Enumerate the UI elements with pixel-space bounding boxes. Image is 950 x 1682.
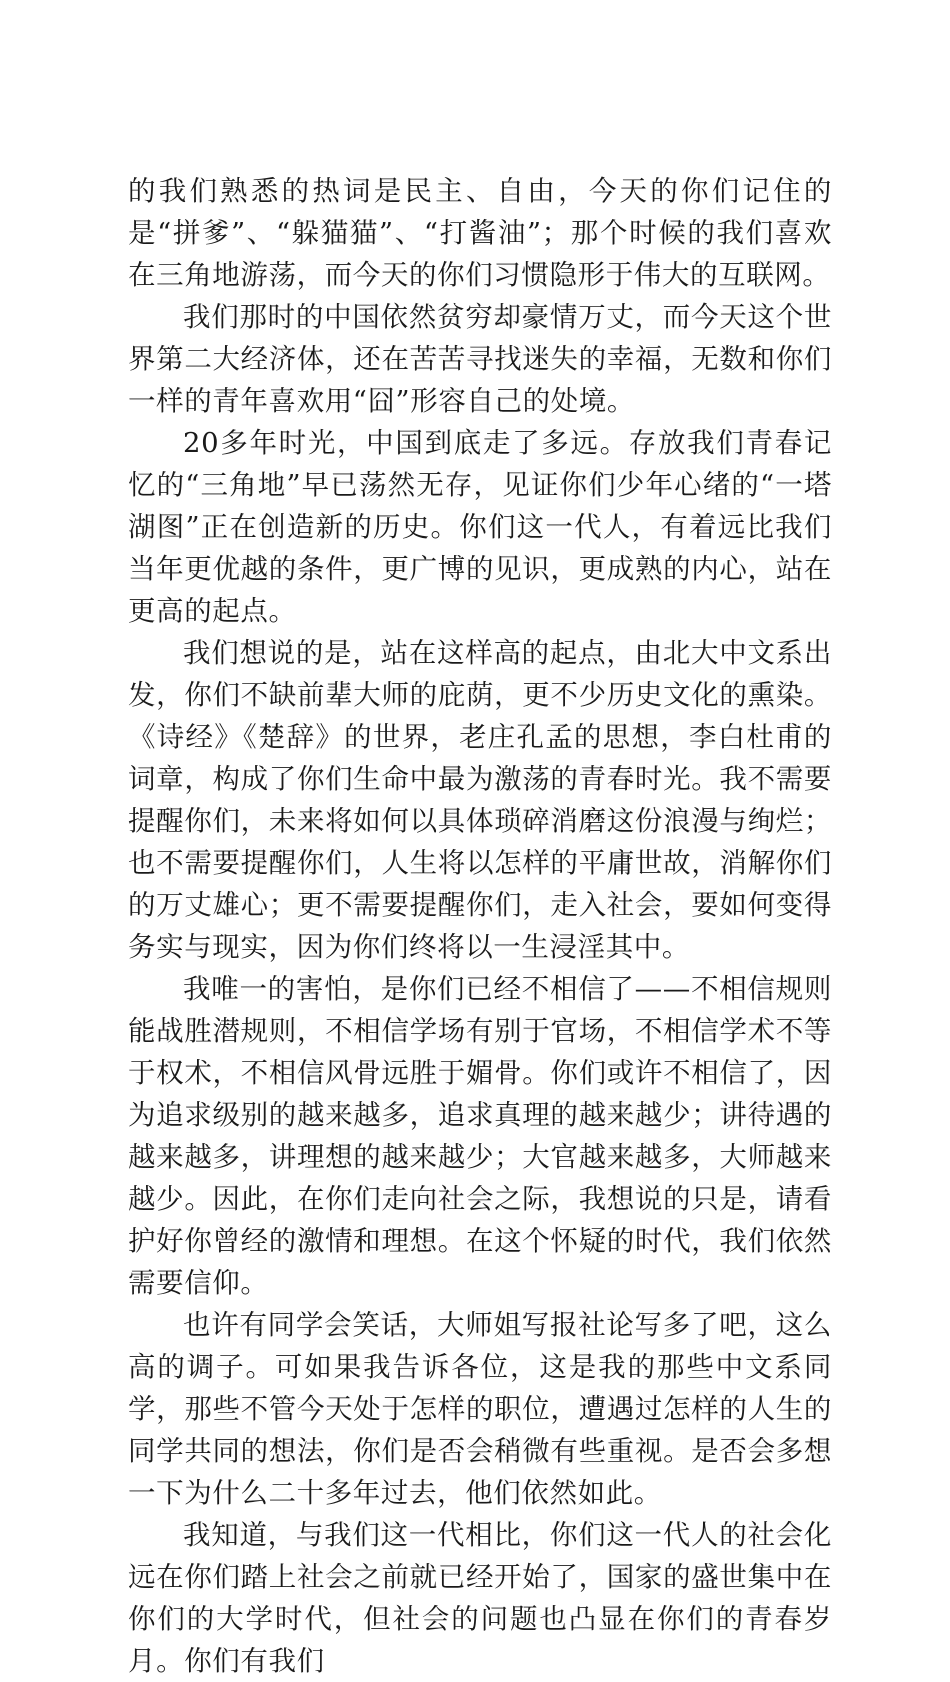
paragraph: 我唯一的害怕，是你们已经不相信了——不相信规则能战胜潜规则，不相信学场有别于官场，不相信学术不等于权术，不相信风骨远胜于媚骨。你们或许不相信了，因为追求级别的越来越多，追求真理的越来越少；讲待遇的越来越多，讲理想的越来越少；大官越来越多，大师越来越少。因此，在你们走向社会之际，我想说的只是，请看护好你曾经的激情和理想。在这个怀疑的时代，我们依然需要信仰。 [128, 973, 832, 1299]
paragraph: 我们那时的中国依然贫穷却豪情万丈，而今天这个世界第二大经济体，还在苦苦寻找迷失的幸福，无数和你们一样的青年喜欢用“囧”形容自己的处境。 [128, 301, 832, 417]
paragraph-continued: 的我们熟悉的热词是民主、自由，今天的你们记住的是“拼爹”、“躲猫猫”、“打酱油”；那个时候的我们喜欢在三角地游荡，而今天的你们习惯隐形于伟大的互联网。 [128, 175, 832, 291]
paragraph: 20多年时光，中国到底走了多远。存放我们青春记忆的“三角地”早已荡然无存，见证你们少年心绪的“一塔湖图”正在创造新的历史。你们这一代人，有着远比我们当年更优越的条件，更广博的见识，更成熟的内心，站在更高的起点。 [128, 427, 832, 627]
document-body [128, 170, 832, 1682]
paragraph: 我们想说的是，站在这样高的起点，由北大中文系出发，你们不缺前辈大师的庇荫，更不少历史文化的熏染。《诗经》《楚辞》的世界，老庄孔孟的思想，李白杜甫的词章，构成了你们生命中最为激荡的青春时光。我不需要提醒你们，未来将如何以具体琐碎消磨这份浪漫与绚烂；也不需要提醒你们，人生将以怎样的平庸世故，消解你们的万丈雄心；更不需要提醒你们，走入社会，要如何变得务实与现实，因为你们终将以一生浸淫其中。 [128, 637, 832, 963]
paragraph: 也许有同学会笑话，大师姐写报社论写多了吧，这么高的调子。可如果我告诉各位，这是我的那些中文系同学，那些不管今天处于怎样的职位，遭遇过怎样的人生的同学共同的想法，你们是否会稍微有些重视。是否会多想一下为什么二十多年过去，他们依然如此。 [128, 1309, 832, 1509]
paragraph: 我知道，与我们这一代相比，你们这一代人的社会化远在你们踏上社会之前就已经开始了，国家的盛世集中在你们的大学时代，但社会的问题也凸显在你们的青春岁月。你们有我们 [128, 1519, 832, 1677]
